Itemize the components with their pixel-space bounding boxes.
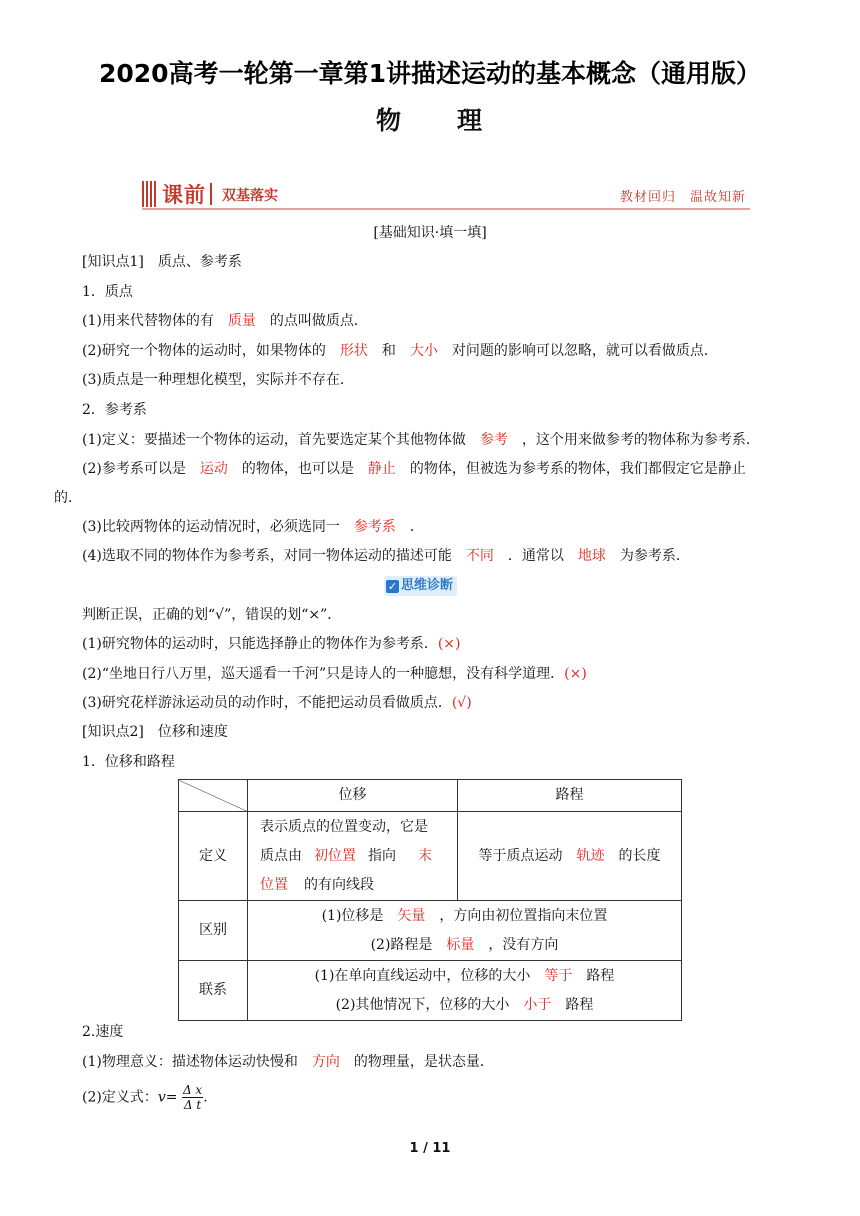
kp2-s2-title: 2.速度: [82, 1024, 124, 1040]
kp1-line-7: (4)选取不同的物体作为参考系，对同一物体运动的描述可能 不同 ．通常以 地球 为参考系．: [82, 548, 690, 564]
banner-sub: 双基落实: [222, 188, 278, 204]
cell-difference: (1)位移是 矢量 ，方向由初位置指向末位置 (2)路程是 标量 ，没有方向: [248, 901, 682, 961]
table-corner: [179, 780, 248, 812]
judge-q2: (2)“坐地日行八万里，巡天遥看一千河”只是诗人的一种臆想，没有科学道理．(×): [82, 666, 587, 682]
kp2-heading: [知识点2] 位移和速度: [82, 724, 228, 740]
row-label-relation: 联系: [179, 961, 248, 1021]
col-header-path: 路程: [458, 780, 682, 812]
kp1-line-5-cont: 的．: [54, 490, 82, 506]
kp1-s2-title: 2．参考系: [82, 402, 147, 418]
row-label-definition: 定义: [179, 812, 248, 901]
judge-q1: (1)研究物体的运动时，只能选择静止的物体作为参考系．(×): [82, 636, 461, 652]
kp1-line-5: (2)参考系可以是 运动 的物体，也可以是 静止 的物体，但被选为参考系的物体，我们都假定它是静止: [82, 461, 746, 477]
banner-divider: [210, 183, 212, 205]
kp1-line-2: (2)研究一个物体的运动时，如果物体的 形状 和 大小 对问题的影响可以忽略，就可以看做质点．: [82, 343, 718, 359]
section-banner: [142, 178, 750, 212]
banner-rule: [142, 208, 750, 210]
judge-q3: (3)研究花样游泳运动员的动作时，不能把运动员看做质点．(√): [82, 695, 472, 711]
kp1-line-1: (1)用来代替物体的有 质量 的点叫做质点．: [82, 313, 368, 329]
kp1-s1-title: 1．质点: [82, 284, 133, 300]
kp1-line-6: (3)比较两物体的运动情况时，必须选同一 参考系 ．: [82, 519, 424, 535]
judge-intro: 判断正误，正确的划“√”，错误的划“×”．: [82, 607, 342, 623]
document-title: 2020高考一轮第一章第1讲描述运动的基本概念（通用版）: [99, 59, 761, 88]
row-label-difference: 区别: [179, 901, 248, 961]
kp1-heading: [知识点1] 质点、参考系: [82, 254, 242, 270]
banner-right: 教材回归 温故知新: [619, 190, 746, 205]
kp1-line-3: (3)质点是一种理想化模型，实际并不存在．: [82, 372, 354, 388]
velocity-line-1: (1)物理意义：描述物体运动快慢和 方向 的物理量，是状态量．: [82, 1054, 494, 1070]
velocity-fraction: $\frac{\text{Δ x}}{\text{Δ t}}$: [182, 1083, 203, 1112]
kp1-line-4: (1)定义：要描述一个物体的运动，首先要选定某个其他物体做 参考 ，这个用来做参考的物体称为参考系．: [82, 432, 760, 448]
banner-main: 课前: [162, 183, 206, 207]
cell-def-path: 等于质点运动 轨迹 的长度: [458, 812, 682, 901]
check-icon: ✓: [387, 580, 398, 593]
cell-relation: (1)在单向直线运动中，位移的大小 等于 路程 (2)其他情况下，位移的大小 小于 路程: [248, 961, 682, 1021]
page-number: 1 / 11: [409, 1141, 451, 1156]
subject-title: 物 理: [375, 106, 484, 135]
velocity-formula: (2)定义式：v= $\frac{\text{Δ x}}{\text{Δ t}}$ .: [82, 1083, 208, 1112]
col-header-displacement: 位移: [248, 780, 458, 812]
kp2-s1-title: 1．位移和路程: [82, 754, 175, 770]
displacement-path-table: [178, 779, 682, 1021]
diagnosis-badge: ✓ 思维诊断: [384, 576, 457, 596]
section-heading: [基础知识·填一填]: [373, 225, 487, 241]
cell-def-displacement: 表示质点的位置变动，它是 质点由 初位置 指向 末 位置 的有向线段: [248, 812, 458, 901]
banner-stripes: [142, 181, 156, 207]
